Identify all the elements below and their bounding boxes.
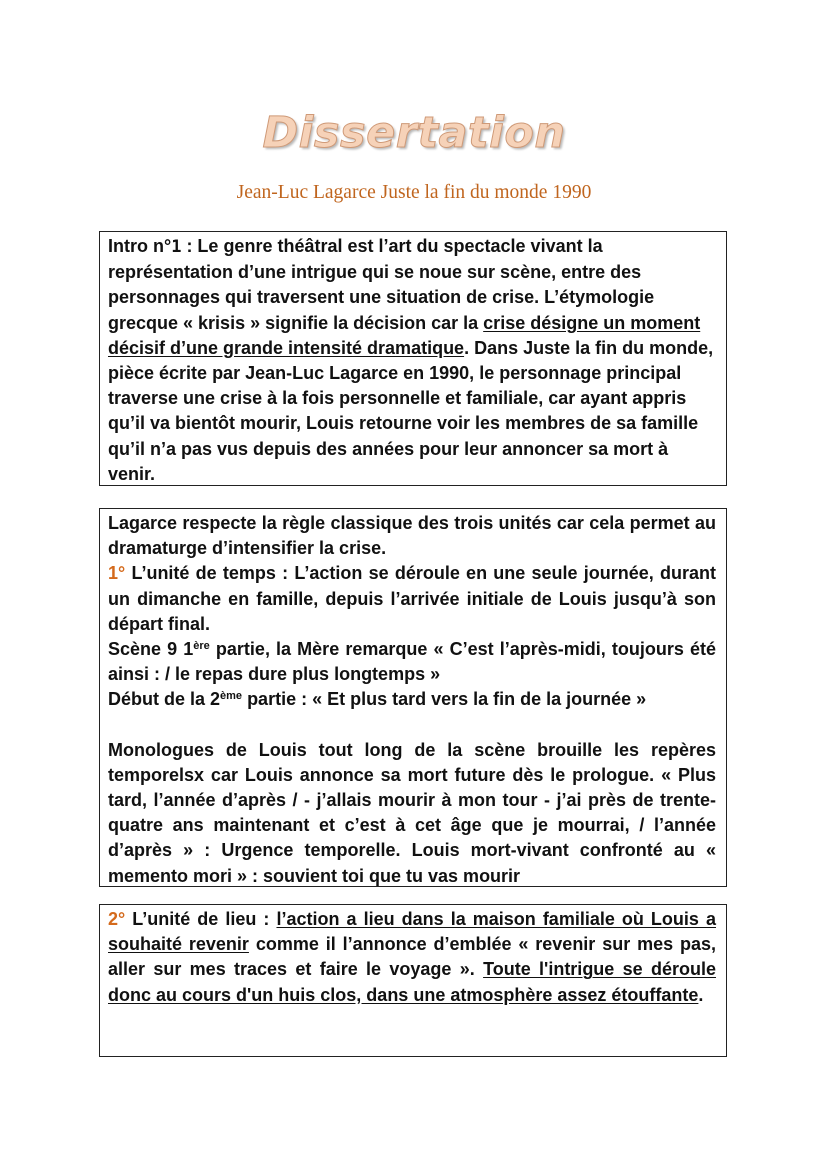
paragraph-spacer	[108, 713, 716, 738]
intro-underlined: crise désigne un moment décisif d’une grande intensité dramatique	[108, 312, 701, 358]
unity-place-paragraph	[108, 907, 716, 1008]
document-title: Dissertation	[262, 108, 566, 158]
document-subtitle: Jean-Luc Lagarce Juste la fin du monde 1990	[236, 182, 592, 203]
unity-time-paragraph	[108, 561, 716, 637]
intro-paragraph	[108, 234, 716, 487]
scene-paragraph	[108, 637, 716, 687]
debut-paragraph	[108, 687, 716, 712]
intro-box	[99, 231, 727, 486]
unity-time-text: L’unité de temps : L’action se déroule en une seule journée, durant un dimanche en famille, depuis l’arrivée initiale de Louis jusqu’à son départ final.	[108, 563, 716, 634]
unity-place-label: L’unité de lieu :	[125, 909, 277, 929]
unity-place-underlined-b: Toute l'intrigue se déroule donc au cours d'un huis clos, dans une atmosphère assez étouffante	[108, 959, 716, 1005]
monologue-paragraph: Monologues de Louis tout long de la scène brouille les repères temporelsx car Louis annonce sa mort future dès le prologue. « Plus tard, l’année d’après / - j’allais mourir à mon tour - j’ai près de trente-quatre ans maintenant et c’est à cet âge que je mourrai, / l’année d’après » : Urgence temporelle. Louis mort-vivant confronté au « memento mori » : souvient toi que tu vas mourir	[108, 739, 716, 886]
intro-number: 1	[171, 237, 182, 257]
unity-place-underlined-a: l’action a lieu dans la maison familiale où Louis a souhaité revenir	[108, 909, 716, 955]
part2-box	[99, 904, 727, 1057]
unity-place-text-a: comme il l’annonce d’emblée « revenir sur mes pas, aller sur mes traces et faire le voyage ».	[108, 934, 716, 980]
scene-text-b: partie, la Mère remarque « C’est l’après-midi, toujours été ainsi : / le repas dure plus longtemps »	[108, 639, 716, 685]
intro-label: Intro n°	[108, 236, 172, 256]
debut-text-a: Début de la 2	[108, 689, 221, 710]
debut-text-b: partie : « Et plus tard vers la fin de la journée »	[242, 689, 647, 710]
intro-text-a: : Le genre théâtral est l’art du spectacle vivant la représentation d’une intrigue qui se noue sur scène, entre des personnages qui traversent une situation de crise. L’étymologie grecque « krisis » signifie la décision car la	[108, 236, 655, 333]
debut-sup: ème	[220, 690, 243, 703]
part1-box	[99, 508, 727, 887]
scene-sup: ère	[193, 640, 210, 653]
scene-text-a: Scène 9 1	[108, 639, 194, 660]
part1-marker: 1°	[108, 563, 126, 584]
part1-lead: Lagarce respecte la règle classique des trois unités car cela permet au dramaturge d’intensifier la crise.	[108, 513, 716, 559]
part2-marker: 2°	[108, 909, 126, 929]
unity-place-text-b: .	[698, 984, 704, 1005]
intro-text-b: . Dans Juste la fin du monde, pièce écrite par Jean-Luc Lagarce en 1990, le personnage principal traverse une crise à la fois personnelle et familiale, car ayant appris qu’il va bientôt mourir, Louis retourne voir les membres de sa famille qu’il n’a pas vus depuis des années pour leur annoncer sa mort à venir.	[108, 337, 714, 484]
